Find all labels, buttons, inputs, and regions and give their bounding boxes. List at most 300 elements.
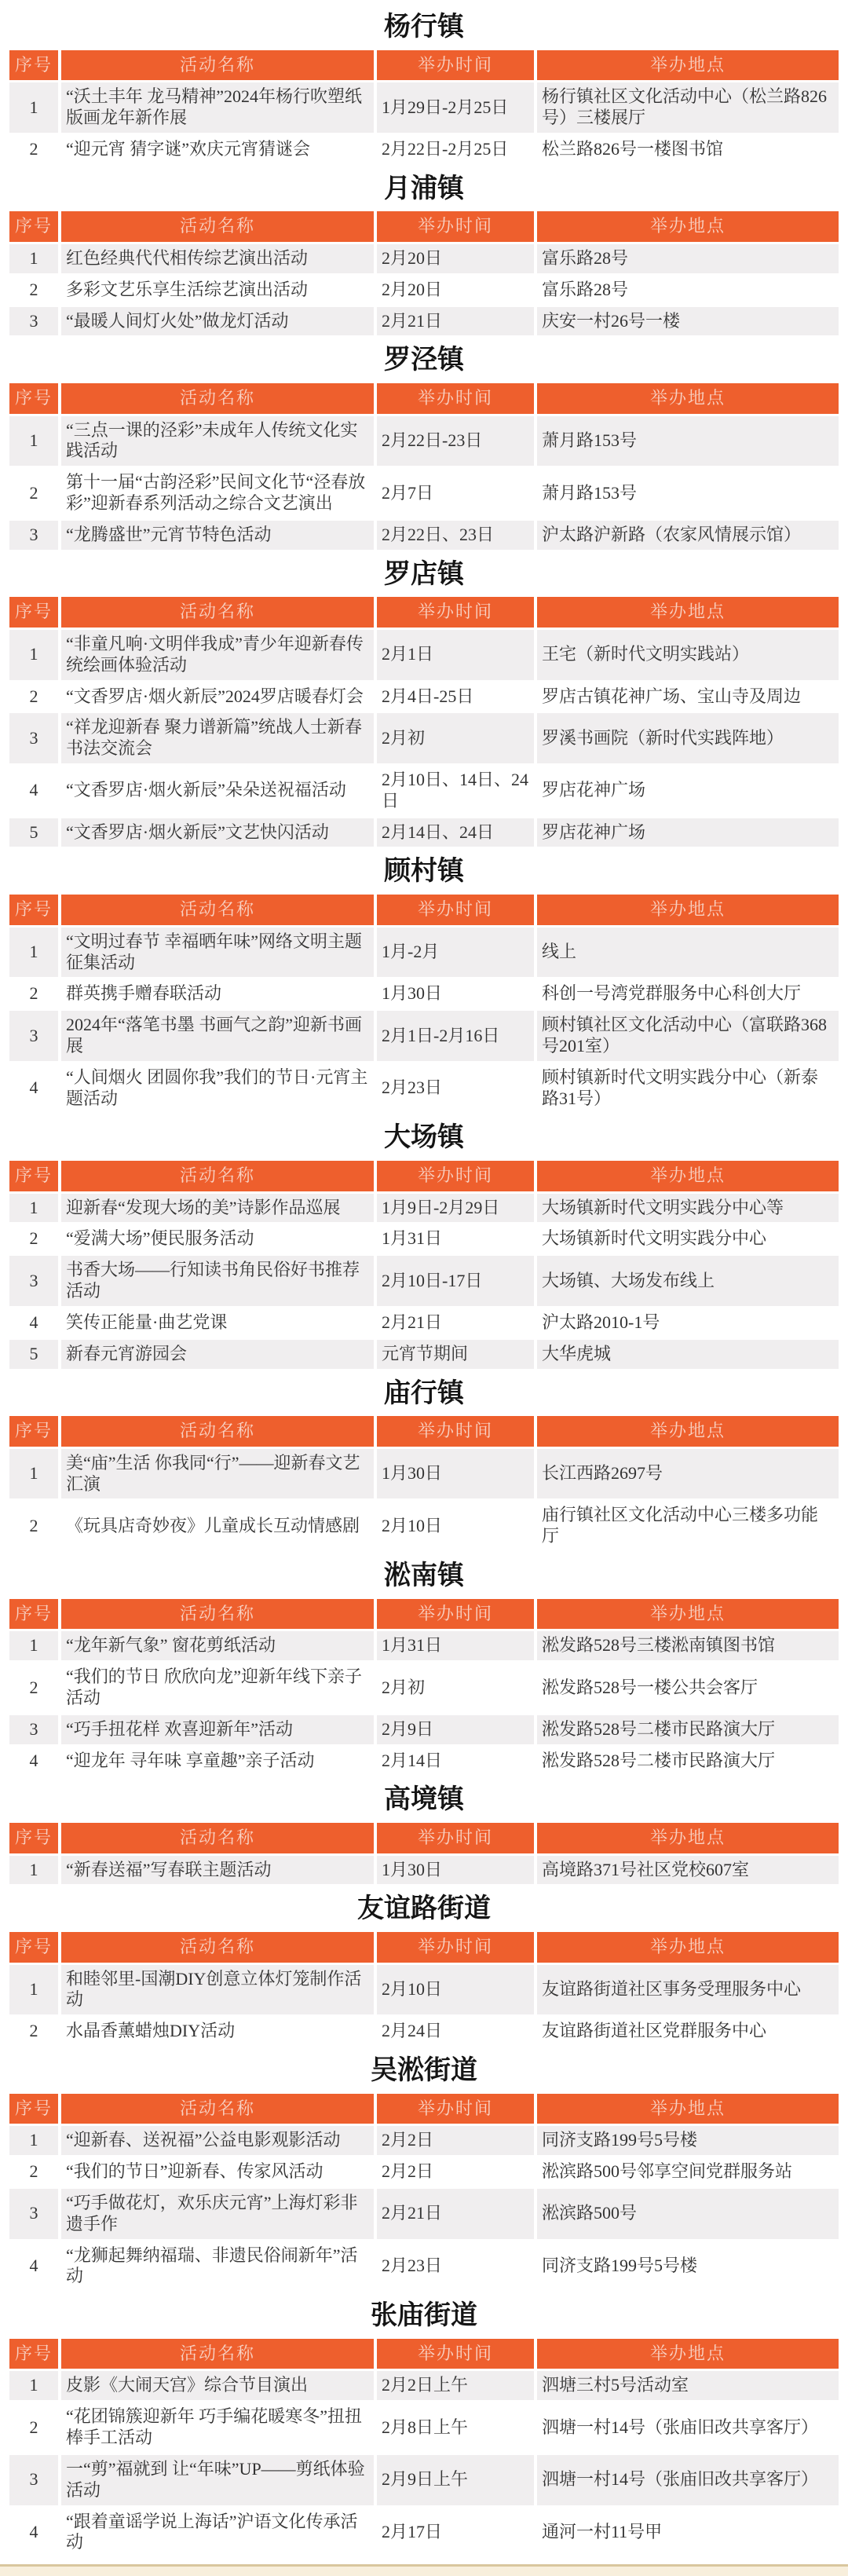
cell-event-time: 2月21日 xyxy=(377,1308,534,1337)
cell-serial-number: 3 xyxy=(9,2455,58,2505)
cell-event-place: 罗溪书画院（新时代实践阵地） xyxy=(537,713,839,763)
cell-activity-name: 水晶香薰蜡烛DIY活动 xyxy=(61,2017,374,2046)
cell-serial-number: 3 xyxy=(9,521,58,550)
table-row xyxy=(9,135,839,164)
events-table xyxy=(6,381,842,552)
cell-event-time: 1月9日-2月29日 xyxy=(377,1194,534,1223)
header-activity-name: 活动名称 xyxy=(61,211,374,241)
table-header-row xyxy=(9,2339,839,2369)
header-serial-number: 序号 xyxy=(9,211,58,241)
header-event-time: 举办时间 xyxy=(377,895,534,924)
cell-event-place: 同济支路199号5号楼 xyxy=(537,2126,839,2155)
table-body xyxy=(9,630,839,847)
cell-event-place: 罗店古镇花神广场、宝山寺及周边 xyxy=(537,682,839,712)
cell-event-time: 2月10日 xyxy=(377,1501,534,1551)
town-section xyxy=(0,344,848,551)
town-section xyxy=(0,2300,848,2560)
town-section xyxy=(0,1378,848,1554)
cell-event-place: 淞发路528号三楼淞南镇图书馆 xyxy=(537,1631,839,1660)
header-event-time: 举办时间 xyxy=(377,1161,534,1191)
cell-serial-number: 1 xyxy=(9,630,58,680)
header-event-time: 举办时间 xyxy=(377,1823,534,1853)
cell-event-place: 富乐路28号 xyxy=(537,276,839,305)
cell-event-time: 2月10日、14日、24日 xyxy=(377,766,534,816)
table-header-row xyxy=(9,50,839,80)
cell-event-place: 淞滨路500号 xyxy=(537,2189,839,2239)
table-header-row xyxy=(9,1599,839,1629)
header-serial-number: 序号 xyxy=(9,1932,58,1962)
cell-event-place: 长江西路2697号 xyxy=(537,1449,839,1499)
header-serial-number: 序号 xyxy=(9,597,58,627)
table-body xyxy=(9,2371,839,2557)
cell-serial-number: 3 xyxy=(9,1256,58,1306)
header-activity-name: 活动名称 xyxy=(61,2094,374,2124)
header-activity-name: 活动名称 xyxy=(61,1932,374,1962)
table-body xyxy=(9,416,839,550)
table-row xyxy=(9,1501,839,1551)
town-section xyxy=(0,11,848,166)
cell-event-time: 2月2日 xyxy=(377,2157,534,2186)
cell-event-time: 2月14日、24日 xyxy=(377,818,534,847)
table-row xyxy=(9,1663,839,1713)
cell-activity-name: “迎龙年 寻年味 享童趣”亲子活动 xyxy=(61,1747,374,1776)
table-row xyxy=(9,2241,839,2292)
cell-activity-name: “非童凡响·文明伴我成”青少年迎新春传统绘画体验活动 xyxy=(61,630,374,680)
table-row xyxy=(9,630,839,680)
events-table xyxy=(6,1158,842,1370)
cell-serial-number: 1 xyxy=(9,1449,58,1499)
table-row xyxy=(9,1715,839,1744)
table-row xyxy=(9,928,839,978)
cell-activity-name: “龙腾盛世”元宵节特色活动 xyxy=(61,521,374,550)
cell-activity-name: “最暖人间灯火处”做龙灯活动 xyxy=(61,307,374,336)
cell-activity-name: 迎新春“发现大场的美”诗影作品巡展 xyxy=(61,1194,374,1223)
header-activity-name: 活动名称 xyxy=(61,597,374,627)
cell-activity-name: 皮影《大闹天宫》综合节目演出 xyxy=(61,2371,374,2400)
table-row xyxy=(9,2371,839,2400)
table-row xyxy=(9,2017,839,2046)
town-title: 友谊路街道 xyxy=(357,1894,491,1924)
page-bottom-strip xyxy=(0,2567,848,2576)
table-row xyxy=(9,307,839,336)
cell-event-place: 淞发路528号二楼市民路演大厅 xyxy=(537,1715,839,1744)
cell-event-place: 科创一号湾党群服务中心科创大厅 xyxy=(537,979,839,1008)
cell-activity-name: “文香罗店·烟火新辰”朵朵送祝福活动 xyxy=(61,766,374,816)
cell-event-time: 2月1日-2月16日 xyxy=(377,1011,534,1061)
header-serial-number: 序号 xyxy=(9,383,58,413)
cell-activity-name: “祥龙迎新春 聚力谱新篇”统战人士新春书法交流会 xyxy=(61,713,374,763)
cell-event-place: 同济支路199号5号楼 xyxy=(537,2241,839,2292)
town-title: 顾村镇 xyxy=(384,856,464,887)
cell-activity-name: “花团锦簇迎新年 巧手编花暖寒冬”扭扭棒手工活动 xyxy=(61,2402,374,2453)
town-section xyxy=(0,558,848,850)
cell-event-time: 2月7日 xyxy=(377,468,534,518)
cell-activity-name: 群英携手赠春联活动 xyxy=(61,979,374,1008)
header-event-time: 举办时间 xyxy=(377,1599,534,1629)
cell-event-time: 2月初 xyxy=(377,713,534,763)
cell-event-time: 1月29日-2月25日 xyxy=(377,82,534,133)
cell-event-time: 2月14日 xyxy=(377,1747,534,1776)
header-event-time: 举办时间 xyxy=(377,2339,534,2369)
table-header-row xyxy=(9,895,839,924)
cell-activity-name: 多彩文艺乐享生活综艺演出活动 xyxy=(61,276,374,305)
header-event-time: 举办时间 xyxy=(377,2094,534,2124)
events-table xyxy=(6,1597,842,1778)
cell-event-place: 萧月路153号 xyxy=(537,416,839,467)
cell-serial-number: 1 xyxy=(9,244,58,273)
cell-serial-number: 1 xyxy=(9,416,58,467)
table-header-row xyxy=(9,1932,839,1962)
cell-activity-name: “沃土丰年 龙马精神”2024年杨行吹塑纸版画龙年新作展 xyxy=(61,82,374,133)
town-title: 高境镇 xyxy=(384,1784,464,1815)
cell-serial-number: 2 xyxy=(9,1501,58,1551)
table-row xyxy=(9,1747,839,1776)
table-header-row xyxy=(9,1161,839,1191)
cell-event-time: 2月1日 xyxy=(377,630,534,680)
cell-serial-number: 1 xyxy=(9,928,58,978)
town-section xyxy=(0,1560,848,1777)
cell-activity-name: “巧手扭花样 欢喜迎新年”活动 xyxy=(61,1715,374,1744)
header-event-place: 举办地点 xyxy=(537,383,839,413)
cell-event-place: 萧月路153号 xyxy=(537,468,839,518)
cell-serial-number: 2 xyxy=(9,135,58,164)
header-serial-number: 序号 xyxy=(9,895,58,924)
cell-event-place: 通河一村11号甲 xyxy=(537,2508,839,2558)
header-serial-number: 序号 xyxy=(9,1823,58,1853)
cell-event-place: 松兰路826号一楼图书馆 xyxy=(537,135,839,164)
cell-event-place: 大场镇、大场发布线上 xyxy=(537,1256,839,1306)
events-table xyxy=(6,2091,842,2293)
town-title: 罗店镇 xyxy=(384,558,464,589)
cell-event-place: 庆安一村26号一楼 xyxy=(537,307,839,336)
header-event-time: 举办时间 xyxy=(377,1416,534,1446)
cell-event-time: 2月10日 xyxy=(377,1965,534,2015)
table-row xyxy=(9,713,839,763)
header-event-place: 举办地点 xyxy=(537,50,839,80)
cell-activity-name: “龙年新气象” 窗花剪纸活动 xyxy=(61,1631,374,1660)
table-row xyxy=(9,1631,839,1660)
cell-serial-number: 2 xyxy=(9,2402,58,2453)
header-activity-name: 活动名称 xyxy=(61,895,374,924)
table-row xyxy=(9,682,839,712)
header-event-time: 举办时间 xyxy=(377,597,534,627)
cell-event-place: 泗塘三村5号活动室 xyxy=(537,2371,839,2400)
header-activity-name: 活动名称 xyxy=(61,383,374,413)
cell-event-time: 2月21日 xyxy=(377,2189,534,2239)
table-row xyxy=(9,82,839,133)
cell-event-place: 沪太路2010-1号 xyxy=(537,1308,839,1337)
header-event-place: 举办地点 xyxy=(537,1599,839,1629)
cell-serial-number: 1 xyxy=(9,1194,58,1223)
cell-event-place: 顾村镇新时代文明实践分中心（新泰路31号） xyxy=(537,1063,839,1114)
table-header-row xyxy=(9,1416,839,1446)
header-event-place: 举办地点 xyxy=(537,2094,839,2124)
cell-serial-number: 1 xyxy=(9,1631,58,1660)
cell-event-time: 2月9日 xyxy=(377,1715,534,1744)
cell-event-place: 罗店花神广场 xyxy=(537,818,839,847)
cell-serial-number: 1 xyxy=(9,2371,58,2400)
header-event-time: 举办时间 xyxy=(377,1932,534,1962)
cell-event-place: 富乐路28号 xyxy=(537,244,839,273)
cell-event-place: 友谊路街道社区事务受理服务中心 xyxy=(537,1965,839,2015)
table-row xyxy=(9,1856,839,1885)
town-title: 庙行镇 xyxy=(384,1378,464,1408)
header-serial-number: 序号 xyxy=(9,50,58,80)
cell-activity-name: “巧手做花灯，欢乐庆元宵”上海灯彩非遗手作 xyxy=(61,2189,374,2239)
table-header-row xyxy=(9,2094,839,2124)
events-table xyxy=(6,2336,842,2560)
cell-activity-name: “新春送福”写春联主题活动 xyxy=(61,1856,374,1885)
cell-event-time: 2月22日-2月25日 xyxy=(377,135,534,164)
header-activity-name: 活动名称 xyxy=(61,1161,374,1191)
cell-event-place: 大场镇新时代文明实践分中心等 xyxy=(537,1194,839,1223)
header-event-time: 举办时间 xyxy=(377,383,534,413)
town-title: 吴淞街道 xyxy=(371,2055,477,2086)
table-body xyxy=(9,82,839,163)
cell-activity-name: “文香罗店·烟火新辰”2024罗店暖春灯会 xyxy=(61,682,374,712)
cell-event-time: 1月30日 xyxy=(377,1856,534,1885)
cell-activity-name: “迎新春、送祝福”公益电影观影活动 xyxy=(61,2126,374,2155)
cell-event-time: 元宵节期间 xyxy=(377,1340,534,1369)
table-row xyxy=(9,276,839,305)
cell-activity-name: 书香大场——行知读书角民俗好书推荐活动 xyxy=(61,1256,374,1306)
cell-serial-number: 2 xyxy=(9,1663,58,1713)
cell-event-time: 2月4日-25日 xyxy=(377,682,534,712)
cell-event-place: 罗店花神广场 xyxy=(537,766,839,816)
events-table xyxy=(6,595,842,849)
cell-activity-name: 《玩具店奇妙夜》儿童成长互动情感剧 xyxy=(61,1501,374,1551)
table-body xyxy=(9,1449,839,1551)
cell-event-place: 线上 xyxy=(537,928,839,978)
table-row xyxy=(9,2157,839,2186)
cell-event-place: 友谊路街道社区党群服务中心 xyxy=(537,2017,839,2046)
table-row xyxy=(9,2455,839,2505)
cell-serial-number: 5 xyxy=(9,818,58,847)
cell-activity-name: “跟着童谣学说上海话”沪语文化传承活动 xyxy=(61,2508,374,2558)
cell-event-place: 沪太路沪新路（农家风情展示馆） xyxy=(537,521,839,550)
town-section xyxy=(0,855,848,1115)
table-row xyxy=(9,1308,839,1337)
table-row xyxy=(9,2402,839,2453)
cell-activity-name: 美“庙”生活 你我同“行”——迎新春文艺汇演 xyxy=(61,1449,374,1499)
table-row xyxy=(9,521,839,550)
cell-serial-number: 1 xyxy=(9,1965,58,2015)
header-activity-name: 活动名称 xyxy=(61,2339,374,2369)
town-section xyxy=(0,1784,848,1886)
cell-event-time: 2月初 xyxy=(377,1663,534,1713)
cell-serial-number: 1 xyxy=(9,1856,58,1885)
events-table xyxy=(6,1414,842,1553)
cell-event-place: 顾村镇社区文化活动中心（富联路368号201室） xyxy=(537,1011,839,1061)
header-serial-number: 序号 xyxy=(9,2094,58,2124)
cell-event-place: 淞发路528号二楼市民路演大厅 xyxy=(537,1747,839,1776)
cell-event-time: 2月2日上午 xyxy=(377,2371,534,2400)
cell-activity-name: “龙狮起舞纳福瑞、非遗民俗闹新年”活动 xyxy=(61,2241,374,2292)
cell-activity-name: 和睦邻里-国潮DIY创意立体灯笼制作活动 xyxy=(61,1965,374,2015)
events-table xyxy=(6,1820,842,1886)
header-event-place: 举办地点 xyxy=(537,211,839,241)
event-sections xyxy=(0,11,848,2560)
cell-event-place: 淞发路528号一楼公共会客厅 xyxy=(537,1663,839,1713)
cell-serial-number: 2 xyxy=(9,276,58,305)
cell-event-time: 1月30日 xyxy=(377,979,534,1008)
cell-activity-name: “我们的节日 欣欣向龙”迎新年线下亲子活动 xyxy=(61,1663,374,1713)
cell-serial-number: 5 xyxy=(9,1340,58,1369)
header-activity-name: 活动名称 xyxy=(61,1599,374,1629)
header-event-place: 举办地点 xyxy=(537,1823,839,1853)
header-activity-name: 活动名称 xyxy=(61,50,374,80)
cell-event-place: 高境路371号社区党校607室 xyxy=(537,1856,839,1885)
cell-activity-name: 2024年“落笔书墨 书画气之韵”迎新书画展 xyxy=(61,1011,374,1061)
cell-event-place: 庙行镇社区文化活动中心三楼多功能厅 xyxy=(537,1501,839,1551)
cell-event-time: 2月20日 xyxy=(377,276,534,305)
cell-activity-name: “爱满大场”便民服务活动 xyxy=(61,1224,374,1253)
cell-serial-number: 2 xyxy=(9,468,58,518)
header-serial-number: 序号 xyxy=(9,2339,58,2369)
cell-activity-name: “人间烟火 团圆你我”我们的节日·元宵主题活动 xyxy=(61,1063,374,1114)
header-event-place: 举办地点 xyxy=(537,895,839,924)
cell-event-time: 2月10日-17日 xyxy=(377,1256,534,1306)
header-event-place: 举办地点 xyxy=(537,597,839,627)
header-event-time: 举办时间 xyxy=(377,50,534,80)
town-title: 淞南镇 xyxy=(384,1561,464,1591)
cell-serial-number: 1 xyxy=(9,2126,58,2155)
cell-event-time: 2月23日 xyxy=(377,2241,534,2292)
cell-activity-name: 一“剪”福就到 让“年味”UP——剪纸体验活动 xyxy=(61,2455,374,2505)
table-row xyxy=(9,244,839,273)
table-header-row xyxy=(9,1823,839,1853)
table-row xyxy=(9,1011,839,1061)
cell-event-time: 2月21日 xyxy=(377,307,534,336)
cell-serial-number: 4 xyxy=(9,1308,58,1337)
cell-event-place: 泗塘一村14号（张庙旧改共享客厅） xyxy=(537,2402,839,2453)
table-body xyxy=(9,2126,839,2291)
cell-event-place: 杨行镇社区文化活动中心（松兰路826号）三楼展厅 xyxy=(537,82,839,133)
cell-event-time: 1月30日 xyxy=(377,1449,534,1499)
header-event-place: 举办地点 xyxy=(537,1932,839,1962)
cell-serial-number: 3 xyxy=(9,2189,58,2239)
table-body xyxy=(9,1194,839,1369)
cell-event-time: 1月-2月 xyxy=(377,928,534,978)
cell-activity-name: 红色经典代代相传综艺演出活动 xyxy=(61,244,374,273)
table-row xyxy=(9,1063,839,1114)
header-event-place: 举办地点 xyxy=(537,1161,839,1191)
table-header-row xyxy=(9,597,839,627)
cell-serial-number: 3 xyxy=(9,307,58,336)
table-body xyxy=(9,1856,839,1885)
cell-serial-number: 4 xyxy=(9,2508,58,2558)
town-title: 罗泾镇 xyxy=(384,345,464,375)
table-row xyxy=(9,416,839,467)
table-row xyxy=(9,766,839,816)
town-section xyxy=(0,1893,848,2048)
table-row xyxy=(9,1256,839,1306)
cell-event-time: 1月31日 xyxy=(377,1224,534,1253)
cell-event-time: 1月31日 xyxy=(377,1631,534,1660)
cell-serial-number: 4 xyxy=(9,766,58,816)
table-row xyxy=(9,468,839,518)
cell-event-time: 2月23日 xyxy=(377,1063,534,1114)
table-row xyxy=(9,2126,839,2155)
cell-serial-number: 2 xyxy=(9,2157,58,2186)
cell-event-time: 2月9日上午 xyxy=(377,2455,534,2505)
cell-serial-number: 3 xyxy=(9,1011,58,1061)
cell-event-time: 2月2日 xyxy=(377,2126,534,2155)
table-header-row xyxy=(9,211,839,241)
cell-event-place: 泗塘一村14号（张庙旧改共享客厅） xyxy=(537,2455,839,2505)
town-title: 杨行镇 xyxy=(384,12,464,42)
cell-event-place: 大华虎城 xyxy=(537,1340,839,1369)
events-table xyxy=(6,892,842,1115)
table-row xyxy=(9,1224,839,1253)
table-row xyxy=(9,818,839,847)
cell-serial-number: 1 xyxy=(9,82,58,133)
events-table xyxy=(6,209,842,338)
events-table xyxy=(6,48,842,166)
table-row xyxy=(9,1340,839,1369)
cell-activity-name: “迎元宵 猜字谜”欢庆元宵猜谜会 xyxy=(61,135,374,164)
cell-serial-number: 2 xyxy=(9,979,58,1008)
cell-serial-number: 3 xyxy=(9,1715,58,1744)
table-row xyxy=(9,2508,839,2558)
cell-event-time: 2月24日 xyxy=(377,2017,534,2046)
cell-serial-number: 4 xyxy=(9,1063,58,1114)
header-serial-number: 序号 xyxy=(9,1161,58,1191)
cell-event-place: 淞滨路500号邻享空间党群服务站 xyxy=(537,2157,839,2186)
table-row xyxy=(9,979,839,1008)
cell-activity-name: “我们的节日”迎新春、传家风活动 xyxy=(61,2157,374,2186)
town-title: 月浦镇 xyxy=(384,173,464,203)
town-title: 大场镇 xyxy=(384,1122,464,1153)
cell-serial-number: 2 xyxy=(9,1224,58,1253)
cell-serial-number: 2 xyxy=(9,682,58,712)
cell-serial-number: 4 xyxy=(9,1747,58,1776)
town-title: 张庙街道 xyxy=(371,2300,477,2331)
table-row xyxy=(9,1194,839,1223)
cell-serial-number: 3 xyxy=(9,713,58,763)
table-row xyxy=(9,1965,839,2015)
town-section xyxy=(0,173,848,338)
table-body xyxy=(9,1965,839,2046)
events-table xyxy=(6,1930,842,2048)
table-body xyxy=(9,928,839,1114)
cell-event-time: 2月22日、23日 xyxy=(377,521,534,550)
table-header-row xyxy=(9,383,839,413)
cell-event-time: 2月8日上午 xyxy=(377,2402,534,2453)
cell-activity-name: 新春元宵游园会 xyxy=(61,1340,374,1369)
cell-activity-name: “三点一课的泾彩”未成年人传统文化实践活动 xyxy=(61,416,374,467)
cell-event-time: 2月22日-23日 xyxy=(377,416,534,467)
town-section xyxy=(0,2055,848,2293)
cell-serial-number: 2 xyxy=(9,2017,58,2046)
cell-event-place: 王宅（新时代文明实践站） xyxy=(537,630,839,680)
cell-event-time: 2月20日 xyxy=(377,244,534,273)
cell-activity-name: 笑传正能量·曲艺党课 xyxy=(61,1308,374,1337)
cell-activity-name: “文香罗店·烟火新辰”文艺快闪活动 xyxy=(61,818,374,847)
header-event-time: 举办时间 xyxy=(377,211,534,241)
table-row xyxy=(9,1449,839,1499)
table-body xyxy=(9,1631,839,1775)
cell-event-time: 2月17日 xyxy=(377,2508,534,2558)
cell-serial-number: 4 xyxy=(9,2241,58,2292)
town-section xyxy=(0,1122,848,1370)
cell-event-place: 大场镇新时代文明实践分中心 xyxy=(537,1224,839,1253)
header-activity-name: 活动名称 xyxy=(61,1823,374,1853)
table-row xyxy=(9,2189,839,2239)
header-event-place: 举办地点 xyxy=(537,2339,839,2369)
cell-activity-name: “文明过春节 幸福晒年味”网络文明主题征集活动 xyxy=(61,928,374,978)
header-activity-name: 活动名称 xyxy=(61,1416,374,1446)
